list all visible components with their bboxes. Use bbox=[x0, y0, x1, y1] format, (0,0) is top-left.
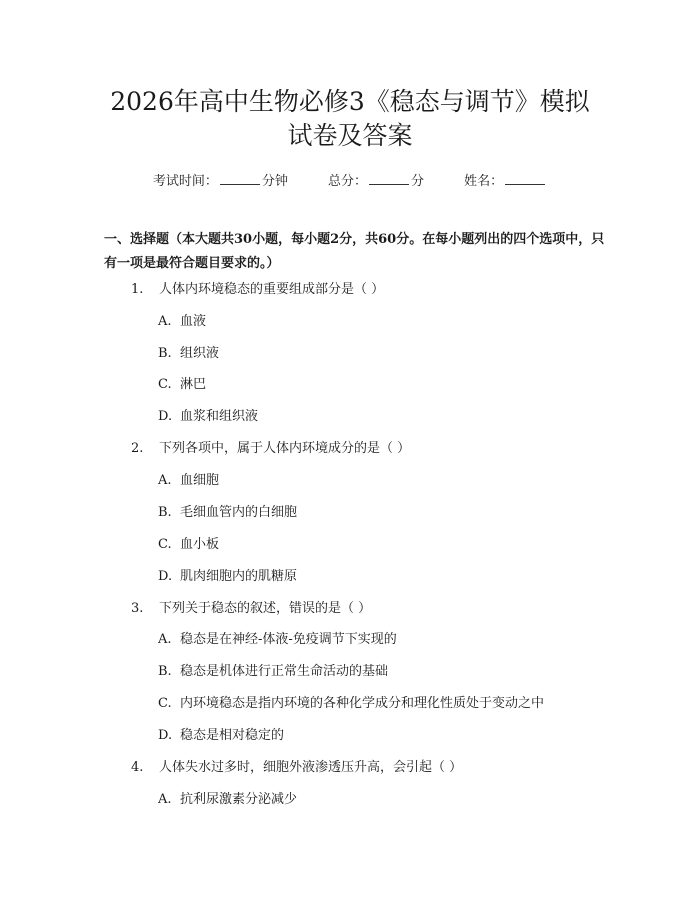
page-title-line-2: 试卷及答案 bbox=[287, 121, 413, 150]
option-letter: A. bbox=[158, 314, 172, 329]
page-title-line-1: 2026年高中生物必修3《稳态与调节》模拟 bbox=[110, 87, 590, 116]
option-letter: D. bbox=[158, 569, 173, 584]
option-3d bbox=[158, 729, 284, 742]
student-name bbox=[464, 174, 547, 189]
option-letter: A. bbox=[158, 473, 172, 488]
question-number: 2. bbox=[131, 441, 144, 456]
question-2 bbox=[131, 442, 410, 455]
question-text: 人体失水过多时，细胞外液渗透压升高，会引起（ ） bbox=[159, 760, 463, 775]
section-heading: 一、选择题（本大题共30小题，每小题2分，共60分。在每小题列出的四个选项中，只有一项是最符合题目要求的。） bbox=[104, 232, 605, 271]
option-text: 稳态是机体进行正常生命活动的基础 bbox=[180, 664, 389, 679]
option-letter: C. bbox=[158, 696, 172, 711]
question-text: 人体内环境稳态的重要组成部分是（ ） bbox=[159, 282, 385, 297]
name-blank[interactable] bbox=[505, 172, 545, 185]
time-label: 考试时间： bbox=[152, 174, 218, 189]
option-3b bbox=[158, 665, 388, 678]
option-2c bbox=[158, 538, 219, 551]
option-text: 稳态是在神经-体液-免疫调节下实现的 bbox=[180, 632, 397, 647]
score-unit: 分 bbox=[411, 174, 425, 189]
option-letter: A. bbox=[158, 792, 172, 807]
question-number: 4. bbox=[131, 760, 144, 775]
option-letter: B. bbox=[158, 664, 172, 679]
question-text: 下列关于稳态的叙述，错误的是（ ） bbox=[159, 601, 372, 616]
option-text: 血液 bbox=[180, 314, 207, 329]
option-letter: A. bbox=[158, 632, 172, 647]
option-text: 毛细血管内的白细胞 bbox=[180, 505, 298, 520]
option-1c bbox=[158, 378, 206, 391]
question-text: 下列各项中，属于人体内环境成分的是（ ） bbox=[159, 441, 411, 456]
option-1b bbox=[158, 347, 219, 360]
option-3c bbox=[158, 697, 544, 710]
question-number: 1. bbox=[131, 282, 144, 297]
option-text: 肌肉细胞内的肌糖原 bbox=[180, 569, 298, 584]
option-2d bbox=[158, 570, 297, 583]
score-blank[interactable] bbox=[369, 172, 409, 185]
option-text: 淋巴 bbox=[180, 377, 207, 392]
option-text: 内环境稳态是指内环境的各种化学成分和理化性质处于变动之中 bbox=[180, 696, 545, 711]
question-1 bbox=[131, 283, 384, 296]
question-3 bbox=[131, 602, 371, 615]
option-4a bbox=[158, 793, 297, 806]
option-text: 组织液 bbox=[180, 346, 220, 361]
option-text: 稳态是相对稳定的 bbox=[180, 728, 285, 743]
option-1a bbox=[158, 315, 206, 328]
question-4 bbox=[131, 761, 462, 774]
time-blank[interactable] bbox=[220, 172, 260, 185]
exam-meta bbox=[0, 170, 700, 189]
option-text: 血小板 bbox=[180, 537, 220, 552]
option-text: 血浆和组织液 bbox=[180, 409, 259, 424]
option-letter: D. bbox=[158, 409, 173, 424]
option-letter: B. bbox=[158, 505, 172, 520]
total-score bbox=[328, 174, 424, 189]
option-letter: B. bbox=[158, 346, 172, 361]
option-2a bbox=[158, 474, 219, 487]
option-letter: D. bbox=[158, 728, 173, 743]
option-1d bbox=[158, 410, 258, 423]
time-unit: 分钟 bbox=[261, 174, 288, 189]
question-number: 3. bbox=[131, 601, 144, 616]
option-text: 抗利尿激素分泌减少 bbox=[180, 792, 298, 807]
name-label: 姓名： bbox=[464, 174, 504, 189]
option-2b bbox=[158, 506, 297, 519]
option-text: 血细胞 bbox=[180, 473, 220, 488]
exam-time bbox=[153, 174, 288, 189]
option-3a bbox=[158, 633, 397, 646]
option-letter: C. bbox=[158, 537, 172, 552]
score-label: 总分： bbox=[327, 174, 367, 189]
option-letter: C. bbox=[158, 377, 172, 392]
